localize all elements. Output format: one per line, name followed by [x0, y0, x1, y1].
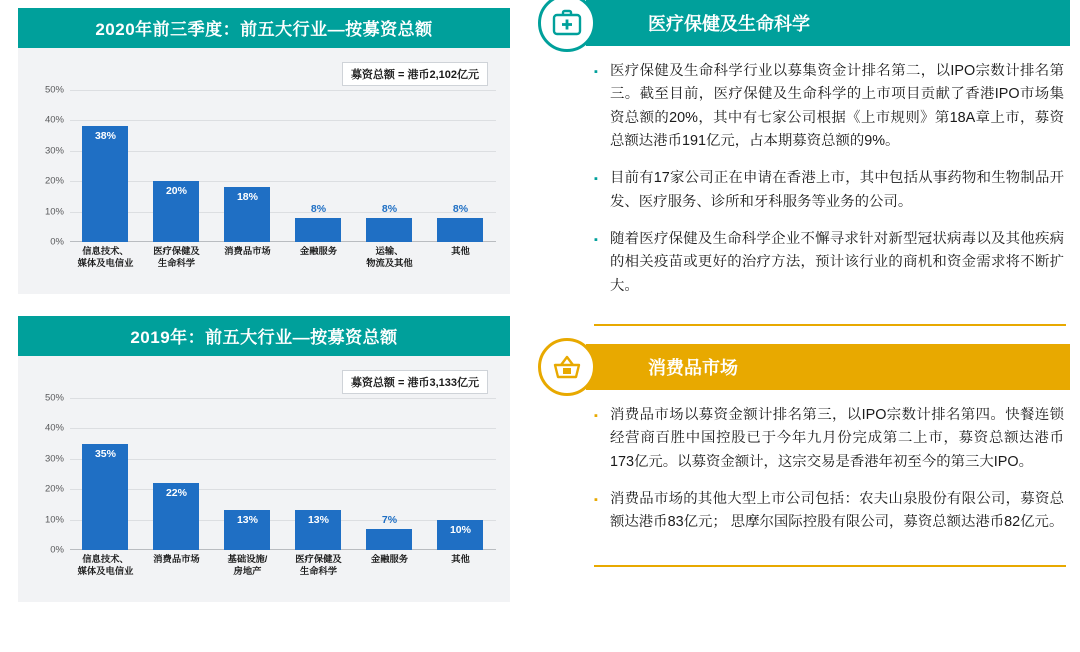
bullet-marker: ▪ — [594, 493, 598, 506]
x-tick-label: 金融服务 — [299, 246, 338, 256]
bullet-item — [594, 228, 1064, 298]
section-divider — [594, 324, 1066, 326]
bar-slot — [75, 90, 137, 242]
y-tick-label: 10% — [44, 206, 64, 218]
bar — [82, 444, 128, 550]
bullet-marker: ▪ — [594, 66, 598, 78]
x-tick-label: 其他 — [451, 554, 470, 564]
x-tick-label: 金融服务 — [370, 554, 409, 564]
bar — [366, 202, 412, 242]
bar-value-label: 13% — [236, 514, 258, 527]
bar — [224, 510, 270, 550]
y-tick-label: 0% — [50, 544, 64, 556]
y-tick-label: 30% — [44, 453, 64, 465]
section-consumer — [530, 344, 1080, 567]
charts-column — [18, 8, 510, 624]
bar — [82, 126, 128, 242]
y-tick-label: 50% — [44, 84, 64, 96]
section-header-healthcare — [530, 0, 1080, 46]
bullet-text: 医疗保健及生命科学行业以募集资金计排名第二，以IPO宗数计排名第三。截至目前，医疗保健及生命科学的上市项目贡献了香港IPO市场集资总额的20%，其中有七家公司根据《上市规则》第18A章上市，募资总额达港币191亿元，占本期募资总额的9%。 — [610, 63, 1064, 149]
chart-total-2019: 募资总额 = 港币3,133亿元 — [342, 370, 488, 394]
chart-card-2020 — [18, 8, 510, 294]
section-header-consumer — [530, 344, 1080, 390]
y-tick-label: 40% — [44, 422, 64, 434]
section-divider-bottom — [594, 565, 1066, 567]
bar-value-label: 10% — [449, 523, 471, 536]
bar-slot — [288, 90, 350, 242]
bar-slot — [430, 398, 492, 550]
bar — [153, 483, 199, 550]
bar-slot — [288, 398, 350, 550]
chart-title-2020: 2020年前三季度：前五大行业—按募资总额 — [18, 8, 510, 48]
x-tick-label: 消费品市场 — [153, 554, 200, 564]
bar — [366, 513, 412, 550]
y-tick-label: 20% — [44, 175, 64, 187]
chart-body-2019 — [18, 356, 510, 602]
bar-slot — [146, 90, 208, 242]
bar-value-label: 20% — [165, 185, 187, 198]
section-healthcare — [530, 0, 1080, 326]
bar-slot — [430, 90, 492, 242]
y-tick-label: 40% — [44, 114, 64, 126]
x-tick-label: 其他 — [451, 246, 470, 256]
bullet-text: 消费品市场的其他大型上市公司包括：农夫山泉股份有限公司，募资总额达港币83亿元； 思摩尔国际控股有限公司，募资总额达港币82亿元。 — [610, 490, 1064, 531]
x-tick-label: 基础设施/ 房地产 — [227, 554, 268, 576]
bar-value-label: 38% — [94, 130, 116, 143]
bar — [295, 510, 341, 550]
bar-slot — [217, 90, 279, 242]
chart-title-2019: 2019年：前五大行业—按募资总额 — [18, 316, 510, 356]
y-tick-label: 10% — [44, 514, 64, 526]
chart-total-2020: 募资总额 = 港币2,102亿元 — [342, 62, 488, 86]
x-tick-label: 运输、 物流及其他 — [366, 246, 413, 268]
bullet-item — [594, 167, 1064, 214]
bar-slot — [75, 398, 137, 550]
bullet-item — [594, 60, 1064, 153]
bars-2020 — [70, 90, 496, 242]
bar — [295, 202, 341, 242]
bar-value-label: 18% — [236, 191, 258, 204]
y-tick-label: 0% — [50, 236, 64, 248]
y-axis-labels-2019 — [26, 392, 68, 556]
bar-value-label: 7% — [381, 513, 398, 526]
bar-value-label: 8% — [452, 202, 469, 215]
bullet-marker: ▪ — [594, 173, 598, 186]
x-tick-label: 医疗保健及 生命科学 — [153, 246, 200, 268]
bar — [153, 181, 199, 242]
bar-slot — [359, 90, 421, 242]
x-tick-label: 信息技术、 媒体及电信业 — [77, 554, 134, 576]
bullet-marker: ▪ — [594, 233, 598, 246]
bullet-item — [594, 488, 1064, 535]
bullet-text: 随着医疗保健及生命科学企业不懈寻求针对新型冠状病毒以及其他疾病的相关疫苗或更好的治疗方法，预计该行业的商机和资金需求将不断扩大。 — [610, 230, 1064, 294]
bar-value-label: 13% — [307, 514, 329, 527]
bullet-text: 消费品市场以募资金额计排名第三，以IPO宗数计排名第四。快餐连锁经营商百胜中国控股已于今年九月份完成第二上市，募资总额达港币173亿元。以募资金额计，这宗交易是香港年初至今的第三大IPO。 — [610, 406, 1064, 470]
bar-value-label: 22% — [165, 487, 187, 500]
y-axis-labels-2020 — [26, 84, 68, 248]
y-tick-label: 20% — [44, 483, 64, 495]
x-axis-labels-2020 — [70, 246, 496, 269]
bar — [437, 520, 483, 550]
bullet-list-healthcare — [530, 46, 1080, 318]
bar-slot — [217, 398, 279, 550]
plot-area-2019 — [70, 398, 496, 550]
bullet-marker: ▪ — [594, 409, 598, 422]
bar-slot — [146, 398, 208, 550]
bar-value-label: 35% — [94, 447, 116, 460]
bullet-item — [594, 404, 1064, 474]
chart-card-2019 — [18, 316, 510, 602]
bars-2019 — [70, 398, 496, 550]
section-title-healthcare: 医疗保健及生命科学 — [586, 0, 1070, 46]
plot-area-2020 — [70, 90, 496, 242]
x-tick-label: 消费品市场 — [224, 246, 271, 256]
chart-body-2020 — [18, 48, 510, 294]
section-title-consumer: 消费品市场 — [586, 344, 1070, 390]
bar — [437, 202, 483, 242]
x-axis-labels-2019 — [70, 554, 496, 577]
bar — [224, 187, 270, 242]
shopping-basket-icon — [538, 338, 596, 396]
y-tick-label: 50% — [44, 392, 64, 404]
bar-slot — [359, 398, 421, 550]
bullet-text: 目前有17家公司正在申请在香港上市，其中包括从事药物和生物制品开发、医疗服务、诊所和牙科服务等业务的公司。 — [610, 170, 1064, 210]
bullet-list-consumer — [530, 390, 1080, 555]
bar-value-label: 8% — [381, 202, 398, 215]
bar-value-label: 8% — [310, 202, 327, 215]
commentary-column — [530, 0, 1080, 652]
x-tick-label: 信息技术、 媒体及电信业 — [77, 246, 134, 268]
x-tick-label: 医疗保健及 生命科学 — [295, 554, 342, 576]
y-tick-label: 30% — [44, 145, 64, 157]
